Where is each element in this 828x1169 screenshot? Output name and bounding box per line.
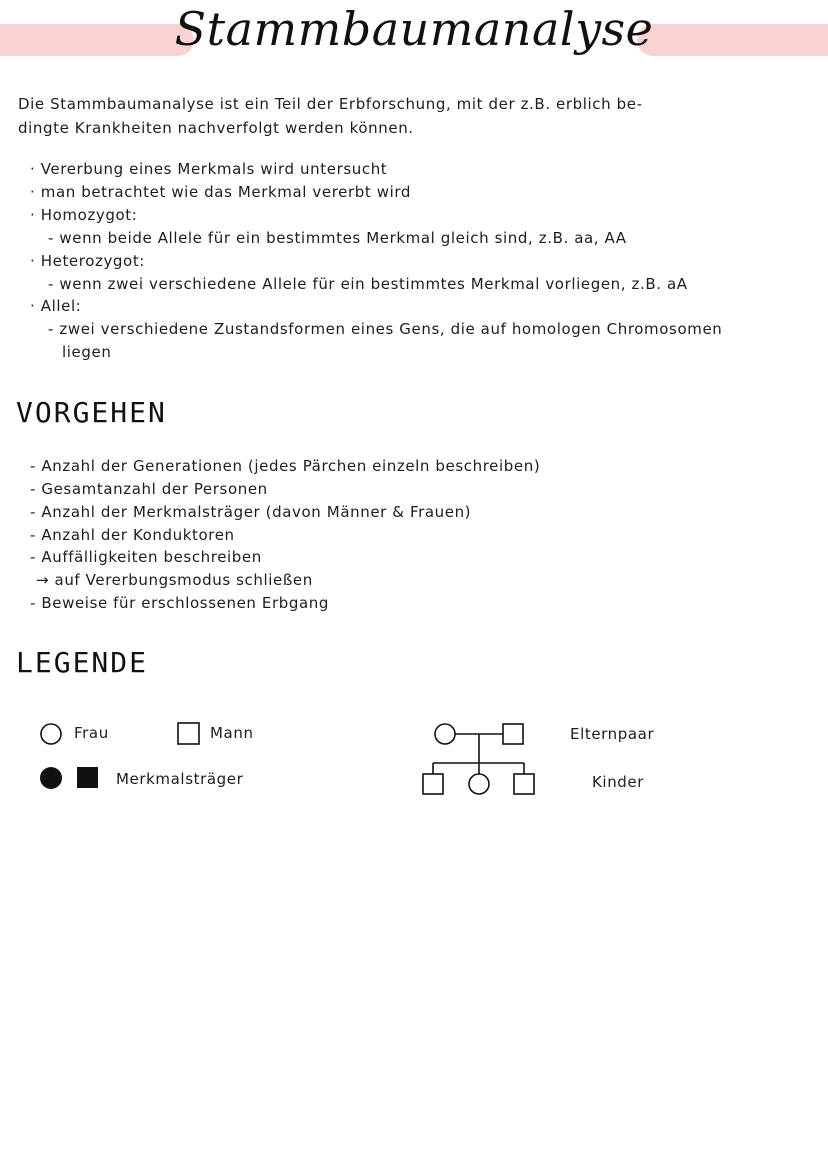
step-auffaelligkeiten: - Auffälligkeiten beschreiben: [30, 548, 262, 566]
intro-paragraph: [18, 92, 798, 140]
female-symbol: [41, 724, 61, 744]
step-beweise: - Beweise für erschlossenen Erbgang: [30, 594, 329, 612]
intro-line: dingte Krankheiten nachverfolgt werden können.: [18, 119, 414, 137]
affected-female-symbol: [40, 767, 62, 789]
child-male-symbol: [423, 774, 443, 794]
parent-female-symbol: [435, 724, 455, 744]
label-frau: Frau: [74, 724, 109, 742]
bullet-vererbung: · Vererbung eines Merkmals wird untersucht: [30, 160, 388, 178]
allel-definition-continued: liegen: [62, 343, 112, 361]
child-female-symbol: [469, 774, 489, 794]
bullet-heterozygot: · Heterozygot:: [30, 252, 145, 270]
heterozygot-definition: - wenn zwei verschiedene Allele für ein bestimmtes Merkmal vorliegen, z.B. aA: [48, 275, 688, 293]
label-elternpaar: Elternpaar: [570, 725, 655, 743]
label-kinder: Kinder: [592, 773, 645, 791]
parent-male-symbol: [503, 724, 523, 744]
legend-symbols: [0, 700, 828, 820]
label-merkmalstraeger: Merkmalsträger: [116, 770, 244, 788]
step-generationen: - Anzahl der Generationen (jedes Pärchen einzeln beschreiben): [30, 457, 541, 475]
allel-definition: - zwei verschiedene Zustandsformen eines Gens, die auf homologen Chromosomen: [48, 320, 723, 338]
intro-line: Die Stammbaumanalyse ist ein Teil der Erbforschung, mit der z.B. erblich be-: [18, 95, 643, 113]
step-personen: - Gesamtanzahl der Personen: [30, 480, 268, 498]
label-mann: Mann: [210, 724, 254, 742]
step-merkmalstraeger: - Anzahl der Merkmalsträger (davon Männer & Frauen): [30, 503, 472, 521]
page-title: Stammbaumanalyse: [174, 2, 654, 56]
child-male-symbol: [514, 774, 534, 794]
heading-legende: LEGENDE: [16, 646, 149, 679]
bullet-allel: · Allel:: [30, 297, 82, 315]
bullet-homozygot: · Homozygot:: [30, 206, 138, 224]
heading-vorgehen: VORGEHEN: [16, 396, 167, 429]
affected-male-symbol: [77, 767, 98, 788]
step-vererbungsmodus: → auf Vererbungsmodus schließen: [36, 571, 313, 589]
bullet-betrachtung: · man betrachtet wie das Merkmal vererbt wird: [30, 183, 411, 201]
step-konduktoren: - Anzahl der Konduktoren: [30, 526, 235, 544]
homozygot-definition: - wenn beide Allele für ein bestimmtes Merkmal gleich sind, z.B. aa, AA: [48, 229, 627, 247]
male-symbol: [178, 723, 199, 744]
